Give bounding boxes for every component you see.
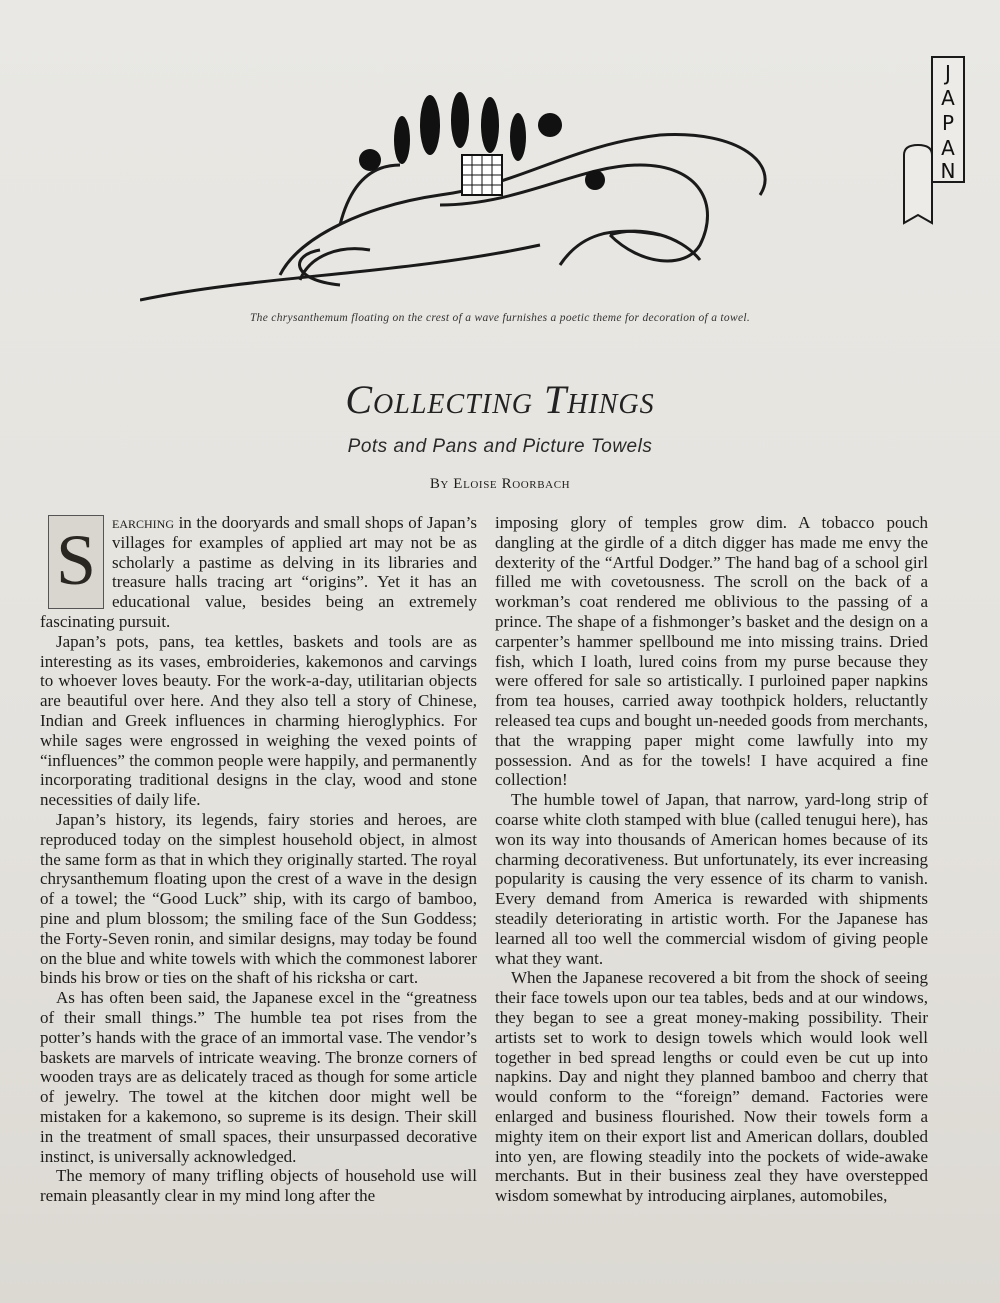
paragraph: The memory of many trifling objects of household use will remain pleasantly clear in my mind long after the — [40, 1166, 477, 1206]
svg-text:P: P — [941, 111, 955, 135]
paragraph: The humble towel of Japan, that narrow, yard-long strip of coarse white cloth stamped with blue (called tenugui here), has won its way into thousands of American homes because of its charming decorativeness. But unfortunately, its ever increasing popularity is causing the very essence of its charm to vanish. Every demand from America is rewarded with shipments steadily deteriorating in artistic worth. For the Japanese has learned all too well the commercial wisdom of giving people what they want. — [495, 790, 928, 968]
drop-cap-letter: S — [55, 520, 97, 600]
left-column — [40, 513, 477, 1206]
paragraph: imposing glory of temples grow dim. A tobacco pouch dangling at the girdle of a ditch digger has made me envy the dexterity of the “Artful Dodger.” The hand bag of a school girl filled me with covetousness. The scroll on the back of a workman’s coat rendered me oblivious to the passing of a prince. The shape of a fishmonger’s basket and the design on a carpenter’s hammer spellbound me into missing trains. Dried fish, which I loath, lured coins from my purse because they were offered for sale so artistically. I purloined paper napkins from tea houses, carried away toothpick holders, reluctantly released tea cups and bought un-needed goods from merchants, that the wrapping paper might come lawfully into my possession. And as for the towels! I have acquired a fine collection! — [495, 513, 928, 790]
byline: By Eloise Roorbach — [429, 476, 571, 492]
illustration-caption: The chrysanthemum floating on the crest of a wave furnishes a poetic theme for decoration of a towel. — [249, 312, 751, 324]
article-subtitle: Pots and Pans and Picture Towels — [347, 436, 653, 457]
chrysanthemum-wave-illustration — [140, 85, 800, 305]
japan-badge — [900, 55, 970, 225]
japan-badge-icon — [900, 55, 970, 225]
right-column — [495, 513, 928, 1206]
first-word: earching — [112, 513, 174, 532]
paragraph-text: in the dooryards and small shops of Japan’s villages for examples of applied art may not be as scholarly a pastime as delving in its libraries and treasure halls tracing art “origins”. Yet it has an educational value, besides being an extremely fascinating pursuit. — [40, 513, 477, 631]
article-title: Collecting Things — [345, 377, 655, 422]
drop-cap-ornament — [48, 515, 104, 609]
svg-text:J: J — [945, 61, 951, 85]
svg-text:N: N — [940, 159, 956, 183]
svg-text:A: A — [941, 86, 955, 110]
paragraph: When the Japanese recovered a bit from the shock of seeing their face towels upon our tea tables, beds and at our windows, they began to see a great money-making possibility. Their artists set to work to design towels which would look well together in bed spread lengths or could even be cut up into napkins. Day and night they planned bamboo and cherry that would conform to the “foreign” demand. Factories were enlarged and business flourished. Now their towels form a mighty item on their export list and American dollars, doubled into yen, are flowing steadily into the pockets of wide-awake merchants. But in their business zeal they have overstepped wisdom somewhat by introducing airplanes, automobiles, — [495, 968, 928, 1206]
paragraph: As has often been said, the Japanese excel in the “greatness of their small things.” The humble tea pot rises from the potter’s hands with the grace of an immortal vase. The vendor’s baskets are marvels of intricate weaving. The bronze corners of wooden trays are as delicately traced as though for some article of jewelry. The towel at the kitchen door might well be mistaken for a kakemono, so supreme is its design. Their skill in the treatment of small spaces, their unsurpassed decorative instinct, is universally acknowledged. — [40, 988, 477, 1166]
paragraph — [40, 513, 477, 632]
paragraph: Japan’s pots, pans, tea kettles, baskets and tools are as interesting as its vases, embroideries, kakemonos and carvings to whoever loves beauty. For the work-a-day, utilitarian objects are beautiful over here. And they also tell a story of Chinese, Indian and Greek influences in charming hieroglyphics. For while sages were engrossed in weighing the vexed points of “influences” the common people were happily, and permanently incorporating traditional designs in the clay, wood and stone necessities of daily life. — [40, 631, 477, 810]
paragraph: Japan’s history, its legends, fairy stories and heroes, are reproduced today on the simplest household object, in almost the same form as that in which they originally started. The royal chrysanthemum floating upon the crest of a wave in the design of a towel; the “Good Luck” ship, with its cargo of bamboo, pine and plum blossom; the smiling face of the Sun Goddess; the Forty-Seven ronin, and similar designs, may today be found on the blue and white towels with which the commonest laborer binds his brow or ties on the shaft of his ricksha or cart. — [40, 809, 477, 988]
svg-text:A: A — [941, 136, 955, 160]
